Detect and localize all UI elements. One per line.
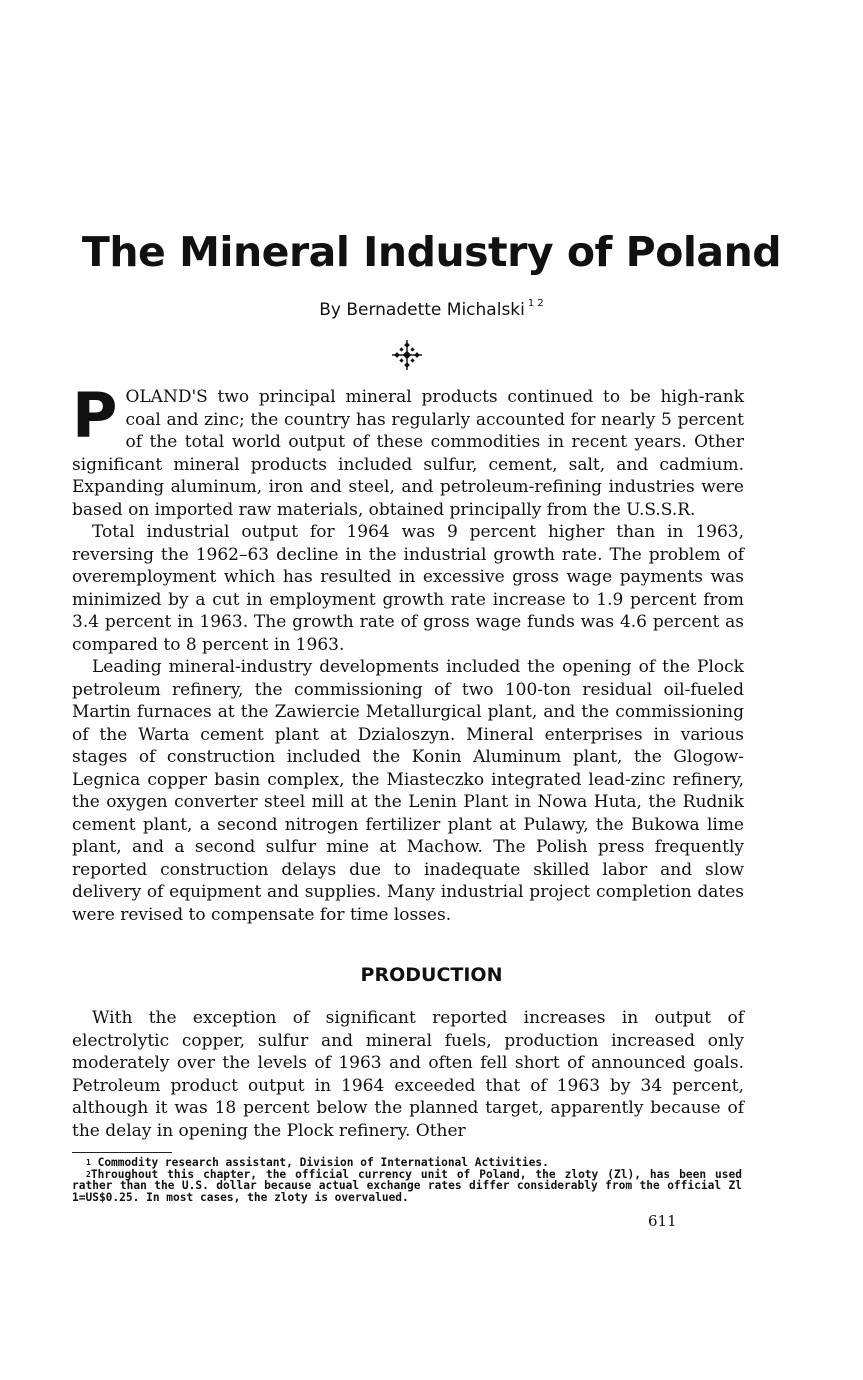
paragraph-3: Leading mineral-industry developments included the opening of the Plock petroleum refinery, the commissioning of two 100-ton residual oil-fueled Martin furnaces at the Zawiercie Metallurgical plant, and the commissioning of the Warta cement plant at Dzialoszyn. Mineral enterprises in various stages of construction included the Konin Aluminum plant, the Glogow-Legnica copper basin complex, the Miasteczko integrated lead-zinc refinery, the oxygen converter steel mill at the Lenin Plant in Nowa Huta, the Rudnik cement plant, a second nitrogen fertilizer plant at Pulawy, the Bukowa lime plant, and a second sulfur mine at Machow. The Polish press frequently reported construction delays due to inadequate skilled labor and slow delivery of equipment and supplies. Many industrial project completion dates were revised to compensate for time losses. [72,657,744,925]
production-paragraph-1: With the exception of significant reported increases in output of electrolytic copper, sulfur and mineral fuels, production increased only moderately over the levels of 1963 and often fell short of announced goals. Petroleum product output in 1964 exceeded that of 1963 by 34 percent, although it was 18 percent below the planned target, apparently because of the delay in opening the Plock refinery. Other [72,1008,744,1141]
footnote-refs: 1 2 [527,298,544,309]
section-heading-production: PRODUCTION [360,964,503,986]
byline [0,300,863,320]
page-title: The Mineral Industry of Poland [81,228,782,276]
footnote-mark: 1 [86,1158,91,1167]
paragraph-1-text: OLAND'S two principal mineral products continued to be high-rank coal and zinc; the country has regularly accounted for nearly 5 percent of the total world output of these commodities in recent years. Other significant mineral products included sulfur, cement, salt, and cadmium. Expanding aluminum, iron and steel, and petroleum-refining industries were based on imported raw materials, obtained principally from the U.S.S.R. [72,387,744,520]
footnote-text: Throughout this chapter, the official currency unit of Poland, the zloty (Zl), has been used rather than the U.S. dollar because actual exchange rates differ considerably from the official Zl 1=US$0.25. In most cases, the zloty is overvalued. [72,1167,742,1204]
ornament-icon [392,340,422,370]
author-name: By Bernadette Michalski [319,300,525,320]
paragraph-2: Total industrial output for 1964 was 9 percent higher than in 1963, reversing the 1962–63 decline in the industrial growth rate. The problem of overemployment which has resulted in excessive gross wage payments was minimized by a cut in employment growth rate increase to 1.9 percent from 3.4 percent in 1963. The growth rate of gross wage funds was 4.6 percent as compared to 8 percent in 1963. [72,522,744,655]
page-number: 611 [648,1212,677,1230]
footnote-text: Commodity research assistant, Division of International Activities. [97,1156,549,1169]
drop-cap: P [72,379,118,452]
footnote-divider [72,1152,172,1153]
footnotes [72,1157,742,1203]
intro-body [72,379,744,926]
paragraph-1 [72,379,744,521]
production-body [72,1007,744,1142]
footnote-mark: 2 [86,1169,91,1179]
footnote-2 [72,1169,742,1204]
